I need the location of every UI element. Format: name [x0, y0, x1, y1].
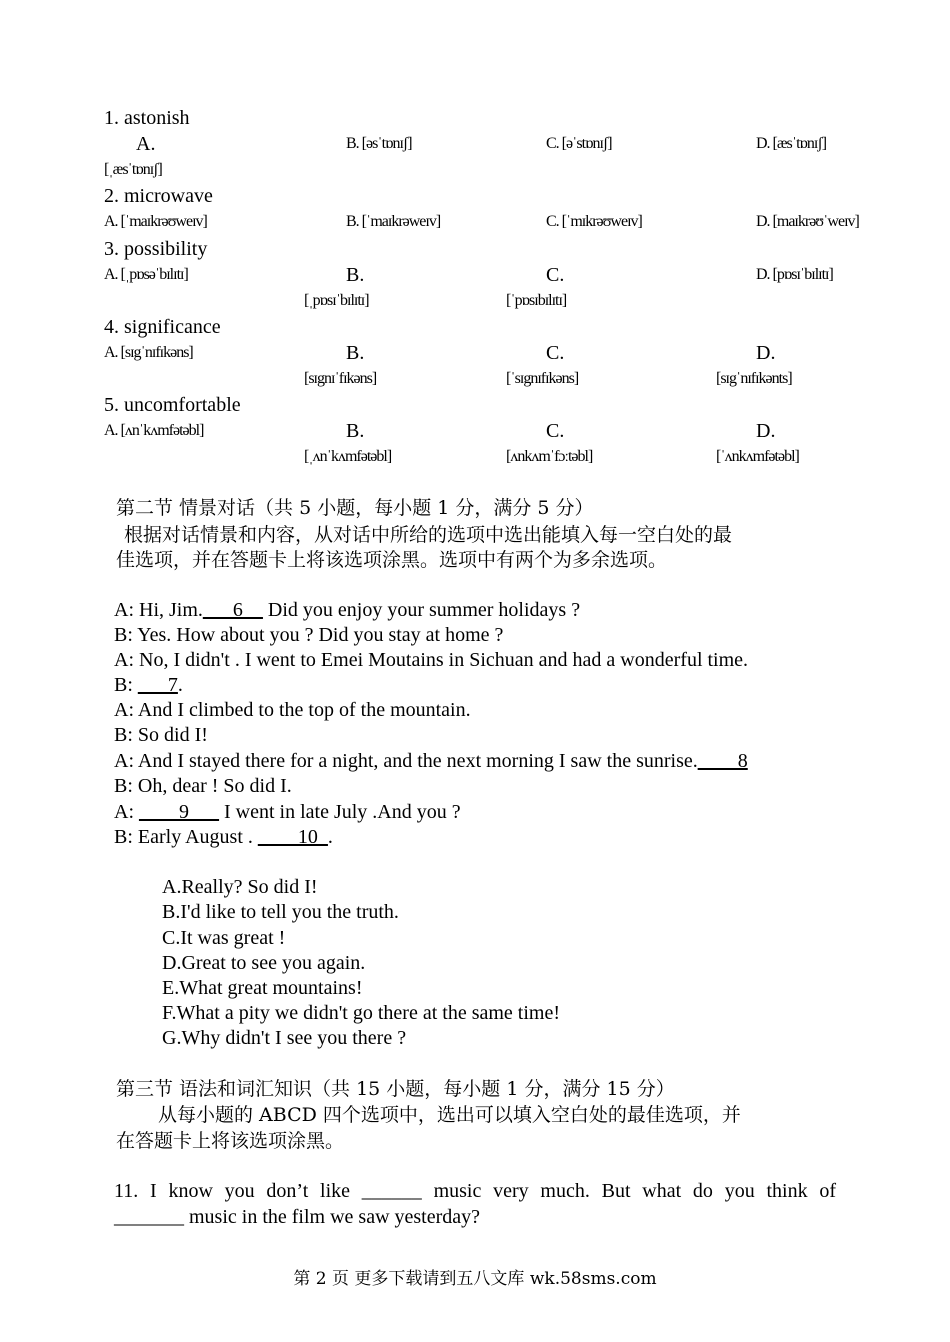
section3-instruction-line1: 从每小题的 ABCD 四个选项中，选出可以填入空白处的最佳选项，并: [158, 1104, 741, 1126]
dialogue-line: A: And I climbed to the top of the mountain.: [114, 699, 471, 721]
option-b: B. [əsˈtɒnɪʃ]: [346, 135, 412, 152]
dialogue-option: A.Really? So did I!: [162, 876, 318, 898]
dialogue-option: E.What great mountains!: [162, 977, 363, 999]
vocab-word: 4. significance: [104, 316, 221, 338]
dialogue-line: A: ____9___ I went in late July .And you ?: [114, 801, 461, 823]
answer-blank: ____8: [697, 750, 748, 772]
option-d: D.: [756, 420, 776, 442]
dialogue-option: B.I'd like to tell you the truth.: [162, 901, 399, 923]
page-footer: 第 2 页 更多下载请到五八文库 wk.58sms.com: [293, 1269, 657, 1289]
dialogue-option: F.What a pity we didn't go there at the same time!: [162, 1002, 560, 1024]
option-b: B. [ˈmaɪkrəweɪv]: [346, 213, 441, 230]
vocab-word: 3. possibility: [104, 238, 208, 260]
option-a: A. [ʌnˈkʌmfətəbl]: [104, 422, 204, 439]
dialogue-line: B: Early August . ____10_.: [114, 826, 333, 848]
answer-blank: ___7: [137, 674, 178, 696]
section2-instruction-line2: 佳选项，并在答题卡上将该选项涂黑。选项中有两个为多余选项。: [116, 549, 668, 571]
option-c: C.: [546, 342, 565, 364]
option-c: C.: [546, 264, 565, 286]
question-11-line1: 11. I know you don’t like ______ music very much. But what do you think of: [114, 1180, 836, 1202]
option-b: B.: [346, 342, 365, 364]
dialogue-option: C.It was great !: [162, 927, 286, 949]
answer-blank: ____10_: [257, 826, 328, 848]
dialogue-line: A: And I stayed there for a night, and the next morning I saw the sunrise.____8: [114, 750, 748, 772]
vocab-word: 1. astonish: [104, 107, 190, 129]
dialogue-line: B: So did I!: [114, 724, 208, 746]
option-b-phonetic: [ˌʌnˈkʌmfətəbl]: [304, 448, 392, 465]
option-b-phonetic: [sɪgnɪˈfɪkəns]: [304, 370, 377, 387]
option-c: C.: [546, 420, 565, 442]
option-b: B.: [346, 264, 365, 286]
option-b: B.: [346, 420, 365, 442]
dialogue-line: B: Yes. How about you ? Did you stay at home ?: [114, 624, 504, 646]
dialogue-line: A: No, I didn't . I went to Emei Moutains in Sichuan and had a wonderful time.: [114, 649, 749, 671]
option-c: C. [əˈstɒnɪʃ]: [546, 135, 612, 152]
option-a: A.: [136, 133, 156, 155]
vocab-word: 2. microwave: [104, 185, 213, 207]
dialogue-line: B: Oh, dear ! So did I.: [114, 775, 292, 797]
dialogue-line: B: ___7.: [114, 674, 183, 696]
option-a: A. [sɪgˈnɪfɪkəns]: [104, 344, 193, 361]
option-a-phonetic: [ˌæsˈtɒnɪʃ]: [104, 161, 162, 178]
answer-blank: ____9___: [139, 801, 219, 823]
option-c-phonetic: [ˈpɒsɪbɪlɪtɪ]: [506, 292, 567, 309]
option-c-phonetic: [ˈsɪgnɪfɪkəns]: [506, 370, 579, 387]
option-d: D. [pɒsɪˈbɪlɪtɪ]: [756, 266, 833, 283]
dialogue-line: A: Hi, Jim.___6__ Did you enjoy your summer holidays ?: [114, 599, 581, 621]
option-a: A. [ˌpɒsəˈbɪlɪtɪ]: [104, 266, 188, 283]
vocab-word: 5. uncomfortable: [104, 394, 241, 416]
option-c-phonetic: [ʌnkʌmˈfɔːtəbl]: [506, 448, 593, 465]
section3-instruction-line2: 在答题卡上将该选项涂黑。: [116, 1130, 345, 1152]
section2-heading: 第二节 情景对话（共 5 小题，每小题 1 分，满分 5 分）: [116, 497, 594, 519]
option-a: A. [ˈmaɪkrəʊweɪv]: [104, 213, 207, 230]
option-c: C. [ˈmɪkrəʊweɪv]: [546, 213, 642, 230]
option-b-phonetic: [ˌpɒsɪˈbɪlɪtɪ]: [304, 292, 369, 309]
option-d-phonetic: [sɪgˈnɪfɪkənts]: [716, 370, 792, 387]
option-d: D. [maɪkrəʊˈweɪv]: [756, 213, 859, 230]
dialogue-option: G.Why didn't I see you there ?: [162, 1027, 407, 1049]
question-11-line2: _______ music in the film we saw yesterday?: [114, 1206, 481, 1228]
option-d: D. [æsˈtɒnɪʃ]: [756, 135, 827, 152]
option-d: D.: [756, 342, 776, 364]
section3-heading: 第三节 语法和词汇知识（共 15 小题，每小题 1 分，满分 15 分）: [116, 1078, 675, 1100]
answer-blank: ___6__: [202, 599, 263, 621]
option-d-phonetic: [ˈʌnkʌmfətəbl]: [716, 448, 799, 465]
dialogue-option: D.Great to see you again.: [162, 952, 366, 974]
section2-instruction-line1: 根据对话情景和内容，从对话中所给的选项中选出能填入每一空白处的最: [124, 524, 733, 546]
